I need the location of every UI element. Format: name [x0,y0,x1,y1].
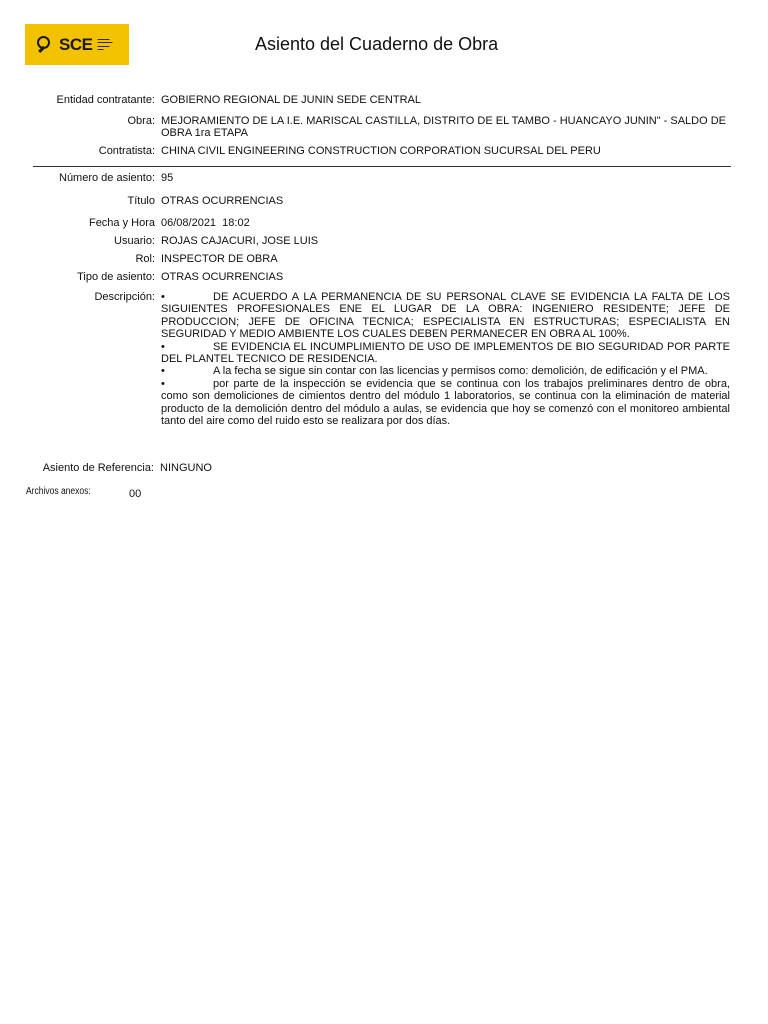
contratista-label: Contratista: [98,145,155,157]
descripcion-item: • A la fecha se sigue sin contar con las licencias y permisos como: demolición, de edificación y el PMA. [161,365,708,378]
fecha-label: Fecha y Hora [88,217,155,229]
obra-value: MEJORAMIENTO DE LA I.E. MARISCAL CASTILLA, DISTRITO DE EL TAMBO - HUANCAYO JUNIN" - SALDO DE OBRA 1ra ETAPA [161,115,727,140]
titulo-label: Título [127,195,155,207]
entidad-value: GOBIERNO REGIONAL DE JUNIN SEDE CENTRAL [161,94,421,106]
obra-label: Obra: [127,115,155,127]
usuario-label: Usuario: [114,235,155,247]
contratista-value: CHINA CIVIL ENGINEERING CONSTRUCTION CORPORATION SUCURSAL DEL PERU [161,145,601,157]
referencia-label: Asiento de Referencia: [42,462,154,474]
fecha-value: 06/08/2021 18:02 [161,217,250,229]
anexos-value: 00 [129,488,142,500]
entidad-label: Entidad contratante: [56,94,155,106]
usuario-value: ROJAS CAJACURI, JOSE LUIS [161,235,319,247]
tipo-label: Tipo de asiento: [77,271,155,283]
referencia-value: NINGUNO [160,462,212,474]
tipo-value: OTRAS OCURRENCIAS [161,271,284,283]
numero-label: Número de asiento: [59,172,155,184]
rol-label: Rol: [135,253,155,265]
titulo-value: OTRAS OCURRENCIAS [161,195,284,207]
osce-logo [25,24,129,65]
rol-value: INSPECTOR DE OBRA [161,253,278,265]
descripcion-text [161,291,730,427]
page-title: Asiento del Cuaderno de Obra [255,34,499,54]
descripcion-item: • por parte de la inspección se evidencia que se continua con los trabajos preliminares dentro de obra, como son demoliciones de cimientos dentro del módulo 1 laboratorios, se continua con la eliminación de material producto de la demolición dentro del módulo a aulas, se evidencia que hoy se comenzó con el monitoreo ambiental tanto del aire como del ruido esto se realizara por dos días. [161,377,730,428]
descripcion-item: • DE ACUERDO A LA PERMANENCIA DE SU PERSONAL CLAVE SE EVIDENCIA LA FALTA DE LOS SIGUIENTES PROFESIONALES ENE EL LUGAR DE LA OBRA: INGENIERO RESIDENTE; JEFE DE PRODUCCION; JEFE DE OFICINA TECNICA; ESPECIALISTA EN ESTRUCTURAS; ESPECIALISTA EN SEGURIDAD Y MEDIO AMBIENTE LOS CUALES DEBEN PERMANECER EN OBRA AL 100%. [161,291,730,341]
logo-subtitle: ▬▬▬▬ ▬▬▬▬▬ ▬▬▬▬ ▬▬ [97,36,113,51]
divider [33,166,731,167]
anexos-label: Archivos anexos: [26,486,91,497]
magnifier-icon [37,35,57,55]
descripcion-item: • SE EVIDENCIA EL INCUMPLIMIENTO DE USO DE IMPLEMENTOS DE BIO SEGURIDAD POR PARTE DEL PLANTEL TECNICO DE RESIDENCIA. [161,340,730,366]
numero-value: 95 [161,172,174,184]
logo-text: SCE [59,34,93,54]
descripcion-label: Descripción: [94,291,155,303]
